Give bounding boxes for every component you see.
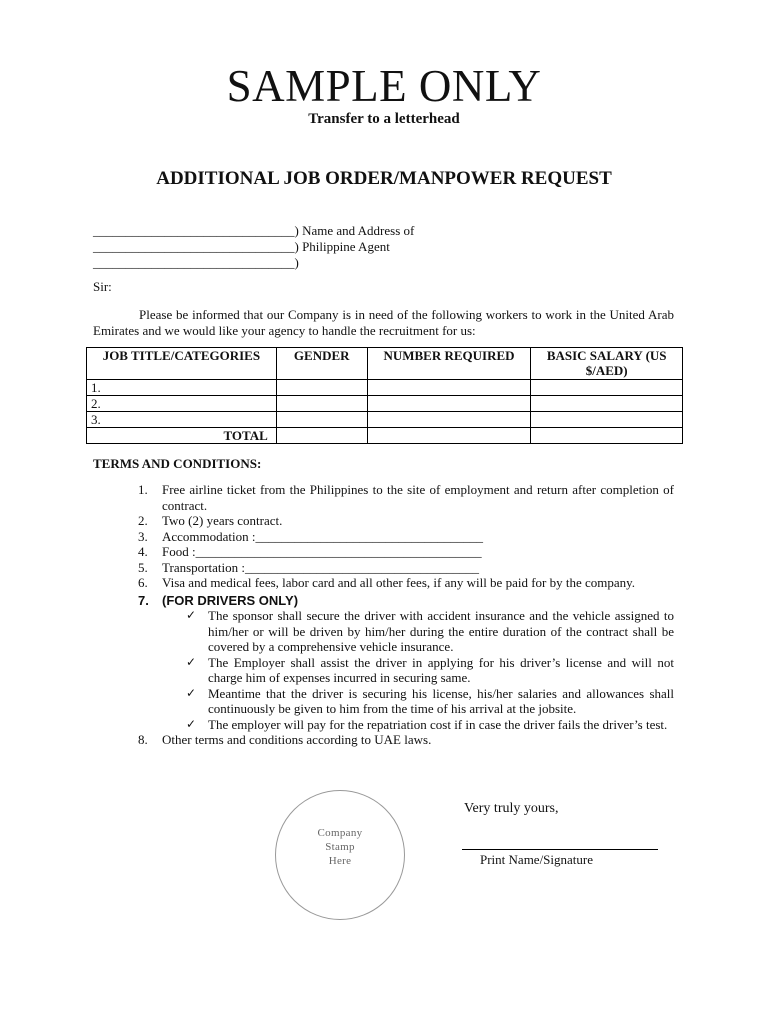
total-gender-cell[interactable]	[276, 428, 367, 444]
row-number: 2.	[87, 396, 277, 412]
number-required-cell[interactable]	[367, 380, 531, 396]
row-number: 3.	[87, 412, 277, 428]
basic-salary-cell[interactable]	[531, 412, 683, 428]
number-required-cell[interactable]	[367, 396, 531, 412]
job-order-table	[86, 347, 683, 444]
check-icon: ✓	[186, 608, 197, 622]
salutation: Sir:	[93, 279, 112, 294]
stamp-label: Company	[317, 827, 363, 839]
gender-cell[interactable]	[276, 412, 367, 428]
column-header: BASIC SALARY (US $/AED)	[531, 348, 683, 380]
document-heading: ADDITIONAL JOB ORDER/MANPOWER REQUEST	[156, 168, 612, 189]
driver-point: ✓ The Employer shall assist the driver in applying for his driver’s license and will not charge him of expenses incurred in securing same.	[186, 654, 674, 685]
letterhead-note: Transfer to a letterhead	[308, 111, 460, 127]
term-item: 5. Transportation :____________________________________	[138, 559, 479, 575]
driver-point: ✓ The employer will pay for the repatriation cost if in case the driver fails the driver’s test.	[186, 716, 668, 732]
check-icon: ✓	[186, 685, 197, 700]
signature-line[interactable]	[462, 849, 658, 850]
driver-point: ✓ The sponsor shall secure the driver with accident insurance and the vehicle assigned to him/her or will be driven by him/her during the entire duration of the contract shall be covered by a comprehensive vehicle insurance.	[186, 608, 674, 654]
intro-paragraph: Please be informed that our Company is in need of the following workers to work in the United Arab Emirates and we would like your agency to handle the recruitment for us:	[93, 307, 674, 338]
sample-only-title: SAMPLE ONLY	[226, 61, 542, 111]
table-row	[87, 412, 683, 428]
row-number: 1.	[87, 380, 277, 396]
company-stamp-circle	[275, 790, 405, 920]
basic-salary-cell[interactable]	[531, 380, 683, 396]
check-icon: ✓	[186, 716, 197, 731]
address-line-3: _______________________________)	[93, 255, 299, 270]
table-total-row	[87, 428, 683, 444]
gender-cell[interactable]	[276, 380, 367, 396]
term-item: 4. Food :____________________________________________	[138, 544, 482, 559]
term-item: 1. Free airline ticket from the Philippines to the site of employment and return after completion of contract.	[138, 482, 674, 513]
total-salary-cell[interactable]	[531, 428, 683, 444]
term-item-drivers: 7. (FOR DRIVERS ONLY) ✓ The sponsor shall secure the driver with accident insurance and the vehicle assigned to him/her or will be driven by him/her during the entire duration of the contract shall be covered by a comprehensive vehicle insurance. ✓ The Employer shall assist the driver in applying for his driver’s license and will not charge him of expenses incurred in securing same. ✓ Meantime that the driver is securing his license, his/her salaries and allowances shall continuously be given to him from the time of his arrival at the jobsite. ✓ The employer will pay for the repatriation cost if in case the driver fails the driver’s test.	[138, 592, 674, 732]
column-header: GENDER	[276, 348, 367, 380]
term-item: 3. Accommodation :___________________________________	[138, 528, 484, 544]
terms-list	[138, 482, 674, 748]
column-header: JOB TITLE/CATEGORIES	[87, 348, 277, 380]
table-row	[87, 396, 683, 412]
driver-points-list	[162, 608, 674, 732]
table-header-row	[87, 348, 683, 380]
term-item: 8. Other terms and conditions according to UAE laws.	[138, 732, 432, 747]
total-number-cell[interactable]	[367, 428, 531, 444]
signature-label: Print Name/Signature	[480, 852, 594, 867]
drivers-only-title: (FOR DRIVERS ONLY)	[162, 592, 299, 608]
closing-text: Very truly yours,	[464, 801, 559, 816]
table-row	[87, 380, 683, 396]
term-item: 6. Visa and medical fees, labor card and all other fees, if any will be paid for by the company.	[138, 575, 636, 590]
stamp-label: Stamp	[325, 841, 355, 853]
number-required-cell[interactable]	[367, 412, 531, 428]
terms-title: TERMS AND CONDITIONS:	[93, 456, 262, 471]
check-icon: ✓	[186, 654, 197, 669]
total-label: TOTAL	[87, 428, 277, 444]
term-item: 2. Two (2) years contract.	[138, 513, 283, 528]
gender-cell[interactable]	[276, 396, 367, 412]
basic-salary-cell[interactable]	[531, 396, 683, 412]
address-line-1: _______________________________) Name and Address of	[93, 223, 415, 238]
column-header: NUMBER REQUIRED	[367, 348, 531, 380]
stamp-label: Here	[328, 855, 352, 867]
address-line-2: _______________________________) Philippine Agent	[93, 239, 390, 254]
driver-point: ✓ Meantime that the driver is securing his license, his/her salaries and allowances shall continuously be given to him from the time of his arrival at the jobsite.	[186, 685, 674, 716]
